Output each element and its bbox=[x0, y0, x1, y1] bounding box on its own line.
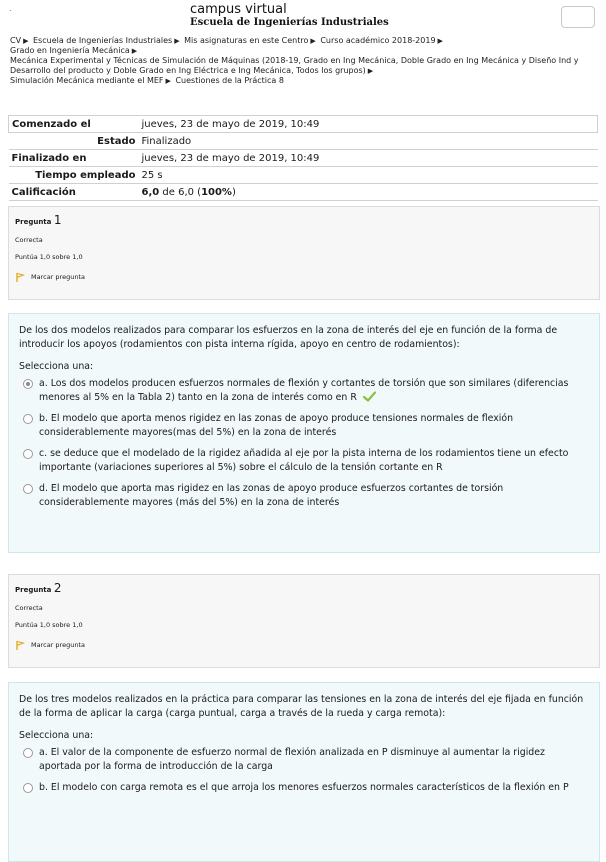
question-score: Puntúa 1,0 sobre 1,0 bbox=[15, 253, 83, 261]
grade-rest: de 6,0 ( bbox=[159, 186, 202, 198]
grade-close: ) bbox=[231, 186, 236, 198]
question-prompt: De los tres modelos realizados en la práctica para comparar las tensiones en la zona de interés del eje fijada en función de la forma de aplicar la carga (carga puntual, carga a través de la rueda y carga remota): bbox=[19, 694, 584, 719]
breadcrumb-separator-icon: ▶ bbox=[131, 47, 138, 55]
summary-label: Estado bbox=[9, 133, 139, 150]
breadcrumb-item[interactable]: Grado en Ingeniería Mecánica bbox=[10, 46, 130, 55]
question-content-2 bbox=[8, 682, 600, 862]
breadcrumb-item[interactable]: CV bbox=[10, 36, 22, 45]
summary-row-finished bbox=[9, 150, 598, 167]
answer-option-c[interactable] bbox=[19, 447, 589, 475]
question-prompt: De los dos modelos realizados para comparar los esfuerzos en la zona de interés del eje en función de la forma de introducir los apoyos (rodamientos con pista interna rígida, apoyo en centro de rodamientos): bbox=[19, 325, 558, 350]
breadcrumb-separator-icon: ▶ bbox=[310, 37, 316, 45]
summary-row-state bbox=[9, 133, 598, 150]
answer-text: b. El modelo con carga remota es el que arroja los menores esfuerzos normales característicos de la flexión en P bbox=[39, 782, 569, 793]
summary-label: Tiempo empleado bbox=[9, 167, 139, 184]
summary-value: jueves, 23 de mayo de 2019, 10:49 bbox=[139, 116, 598, 133]
breadcrumb-item[interactable]: Cuestiones de la Práctica 8 bbox=[175, 76, 284, 85]
summary-row-time bbox=[9, 167, 598, 184]
breadcrumb-separator-icon: ▶ bbox=[437, 37, 443, 45]
breadcrumb-separator-icon: ▶ bbox=[367, 67, 374, 75]
grade-score: 6,0 bbox=[141, 186, 160, 198]
breadcrumb-separator-icon: ▶ bbox=[23, 37, 29, 45]
summary-value: 25 s bbox=[139, 167, 598, 184]
answer-option-d[interactable] bbox=[19, 482, 589, 510]
flag-icon bbox=[15, 272, 25, 282]
breadcrumb bbox=[10, 36, 596, 86]
radio-button[interactable] bbox=[23, 449, 33, 459]
breadcrumb-separator-icon: ▶ bbox=[174, 37, 180, 45]
question-number: Pregunta 1 bbox=[15, 213, 62, 227]
grade-percent: 100% bbox=[201, 186, 232, 198]
question-status: Correcta bbox=[15, 604, 43, 612]
answer-text: a. Los dos modelos producen esfuerzos normales de flexión y cortantes de torsión que son similares (diferencias menores al 5% en la Tabla 2) tanto en la zona de interés como en R bbox=[39, 378, 569, 403]
answer-option-b[interactable] bbox=[19, 412, 589, 440]
answer-option-b[interactable] bbox=[19, 781, 589, 795]
attempt-summary-table bbox=[8, 115, 598, 201]
answer-option-a[interactable] bbox=[19, 377, 589, 405]
breadcrumb-item[interactable]: Simulación Mecánica mediante el MEF bbox=[10, 76, 164, 85]
flag-icon bbox=[15, 640, 25, 650]
question-number: Pregunta 2 bbox=[15, 581, 62, 595]
radio-button[interactable] bbox=[23, 783, 33, 793]
answer-text: d. El modelo que aporta mas rigidez en las zonas de apoyo produce esfuerzos cortantes de torsión considerablemente mayores (más del 5%) en la zona de interés bbox=[39, 483, 504, 508]
flag-question-button[interactable] bbox=[15, 640, 593, 650]
header-dot: . bbox=[9, 4, 12, 13]
summary-label: Comenzado el bbox=[9, 116, 139, 133]
breadcrumb-separator-icon: ▶ bbox=[165, 77, 171, 85]
flag-label: Marcar pregunta bbox=[31, 273, 85, 281]
radio-button[interactable] bbox=[23, 414, 33, 424]
summary-value: Finalizado bbox=[139, 133, 598, 150]
breadcrumb-item[interactable]: Mis asignaturas en este Centro bbox=[184, 36, 309, 45]
breadcrumb-item[interactable]: Mecánica Experimental y Técnicas de Simulación de Máquinas (2018-19, Grado en Ing Mecánica, Doble Grado en Ing Mecánica y Diseño Ind y Desarrollo del producto y Doble Grado en Ing Eléctrica e Ing Mecánica, Todos los grupos) bbox=[10, 56, 579, 75]
correct-check-icon bbox=[363, 391, 376, 402]
question-score: Puntúa 1,0 sobre 1,0 bbox=[15, 621, 83, 629]
answer-option-a[interactable] bbox=[19, 746, 589, 774]
question-content-1 bbox=[8, 313, 600, 553]
question-info-1 bbox=[8, 206, 600, 300]
radio-button[interactable] bbox=[23, 748, 33, 758]
breadcrumb-item[interactable]: Escuela de Ingenierías Industriales bbox=[33, 36, 173, 45]
summary-label: Finalizado en bbox=[9, 150, 139, 167]
answer-text: b. El modelo que aporta menos rigidez en las zonas de apoyo produce tensiones normales de flexión considerablemente mayores(mas del 5%) en la zona de interés bbox=[39, 413, 514, 438]
answer-text: c. se deduce que el modelado de la rigidez añadida al eje por la pista interna de los rodamientos tiene un efecto importante (variaciones superiores al 5%) sobre el cálculo de la tensión cortante en R bbox=[39, 448, 569, 473]
flag-question-button[interactable] bbox=[15, 272, 593, 282]
select-label: Selecciona una: bbox=[19, 730, 94, 741]
answer-text: a. El valor de la componente de esfuerzo normal de flexión analizada en P disminuye al aumentar la rigidez aportada por la forma de introducción de la carga bbox=[39, 747, 545, 772]
select-label: Selecciona una: bbox=[19, 361, 94, 372]
user-menu-button[interactable] bbox=[561, 6, 595, 28]
site-subtitle: Escuela de Ingenierías Industriales bbox=[190, 17, 389, 28]
radio-button[interactable] bbox=[23, 484, 33, 494]
summary-value: jueves, 23 de mayo de 2019, 10:49 bbox=[139, 150, 598, 167]
question-status: Correcta bbox=[15, 236, 43, 244]
summary-row-grade bbox=[9, 184, 598, 201]
site-title: campus virtual bbox=[190, 2, 287, 17]
summary-value bbox=[139, 184, 598, 201]
radio-button[interactable] bbox=[23, 379, 33, 389]
site-brand[interactable] bbox=[190, 3, 389, 29]
flag-label: Marcar pregunta bbox=[31, 641, 85, 649]
breadcrumb-item[interactable]: Curso académico 2018-2019 bbox=[320, 36, 436, 45]
question-info-2 bbox=[8, 574, 600, 668]
summary-row-started bbox=[9, 116, 598, 133]
summary-label: Calificación bbox=[9, 184, 139, 201]
